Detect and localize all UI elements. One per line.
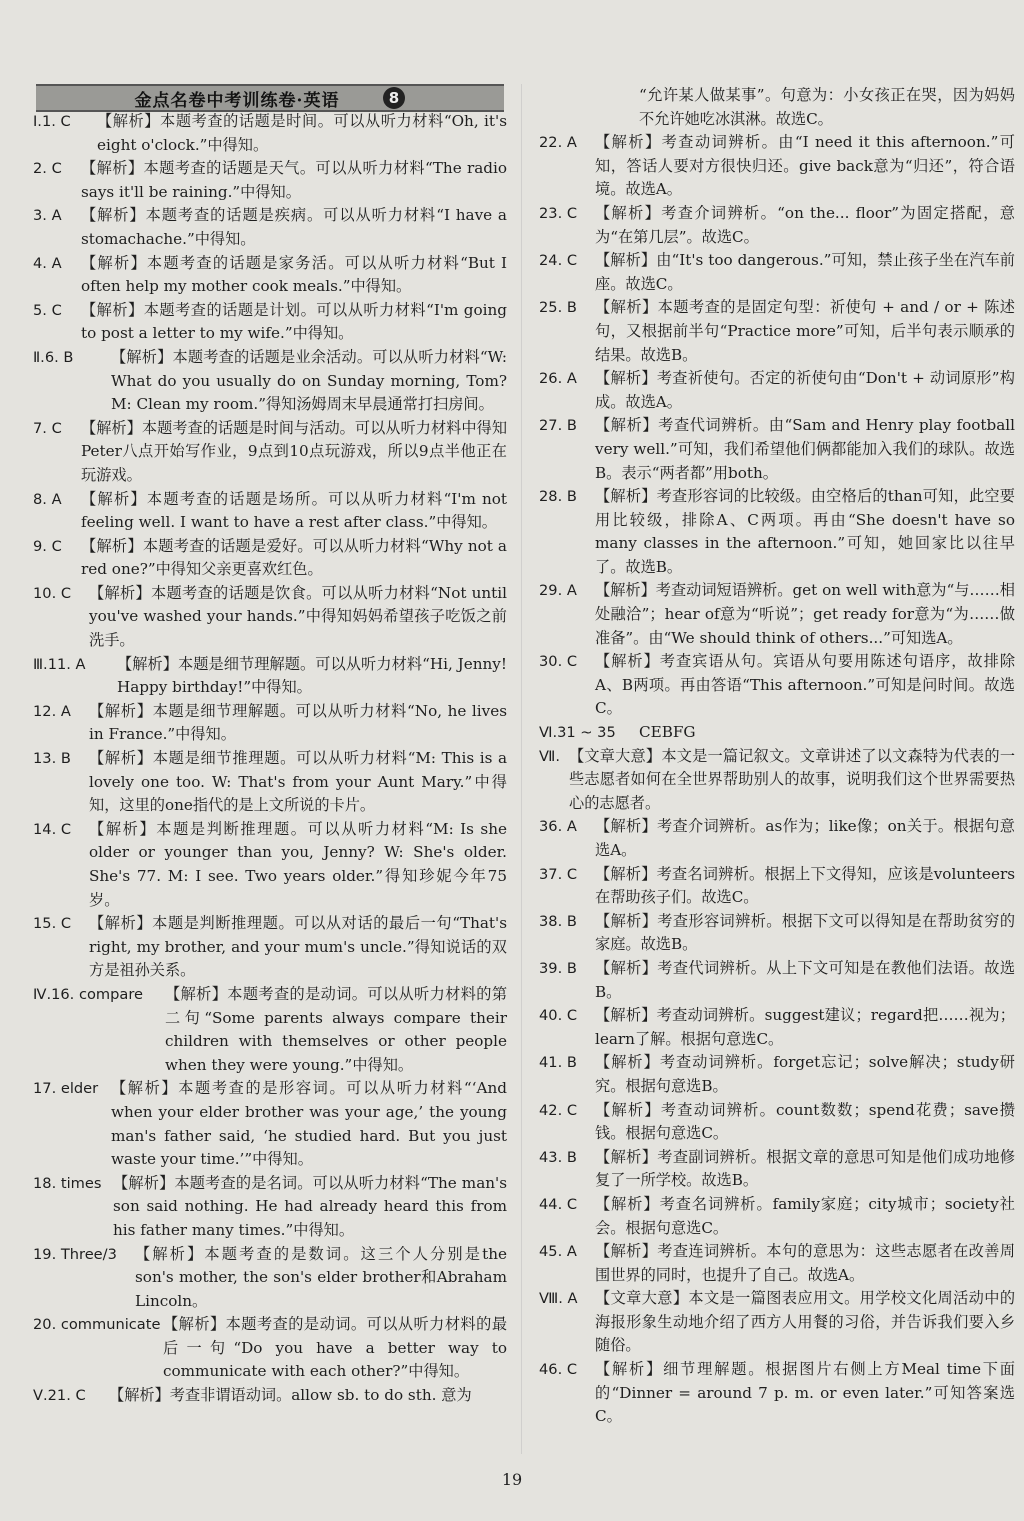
question-number: 44. C [539, 1195, 578, 1213]
question-number: 29. A [539, 582, 577, 600]
answer-entry [539, 721, 1015, 745]
explanation-text: 【解析】本题考查的话题是时间。可以从听力材料“Oh, it's eight o'clock.”中得知。 [97, 112, 507, 154]
question-number: 15. C [33, 915, 72, 933]
question-number: Ⅳ.16. compare [33, 985, 143, 1003]
column-divider [521, 84, 522, 1454]
answer-entry [33, 983, 507, 1077]
explanation-text: 【解析】本题是判断推理题。可以从听力材料“M: Is she older or younger than you, Jenny? W: She's older. She's 77. M: I see. Two years older.”得知珍妮今年75岁。 [89, 819, 507, 909]
page-number: 19 [501, 1470, 523, 1489]
left-column [33, 110, 507, 1408]
explanation-text: 【解析】本题考查的话题是饮食。可以从听力材料“Not until you've washed your hands.”中得知妈妈希望孩子吃饭之前洗手。 [89, 583, 507, 650]
explanation-text: 【解析】考查名词辨析。family家庭；city城市；society社会。根据句意选C。 [595, 1194, 1015, 1237]
question-number: 13. B [33, 750, 71, 768]
question-number: 19. Three/3 [33, 1245, 117, 1263]
explanation-text: 【解析】考查非谓语动词。allow sb. to do sth. 意为 [109, 1386, 472, 1405]
explanation-text: 【解析】考查名词辨析。根据上下文得知，应该是volunteers在帮助孩子们。故选C。 [595, 864, 1015, 907]
explanation-text: 【解析】考查形容词的比较级。由空格后的than可知，此空要用比较级，排除A、C两项。再由“She doesn't have so many classes in the afternoon.”可知，她回家比以往早了。故选B。 [595, 487, 1015, 576]
answer-entry [539, 1099, 1015, 1146]
question-number: 23. C [539, 204, 578, 222]
explanation-text: 【解析】考查动词短语辨析。get on well with意为“与……相处融洽”；hear of意为“听说”；get ready for意为“为……做准备”。由“We should think of others...”可知选A。 [595, 581, 1015, 647]
question-number: 37. C [539, 865, 578, 883]
explanation-text: 【解析】考查动词辨析。count数数；spend花费；save攒钱。根据句意选C。 [595, 1100, 1015, 1143]
explanation-text: 【解析】本题考查的话题是家务活。可以从听力材料“But I often help my mother cook meals.”中得知。 [81, 253, 507, 296]
answer-entry [539, 910, 1015, 957]
question-number: Ⅱ.6. B [33, 348, 74, 366]
question-number: Ⅰ.1. C [33, 113, 71, 130]
answer-entry [33, 653, 507, 700]
explanation-text: 【解析】考查动词辨析。forget忘记；solve解决；study研究。根据句意选B。 [595, 1053, 1015, 1095]
explanation-text: “允许某人做某事”。句意为：小女孩正在哭，因为妈妈不允许她吃冰淇淋。故选C。 [639, 86, 1015, 128]
answer-entry [539, 1240, 1015, 1287]
question-number: 14. C [33, 820, 72, 838]
answer-entry [539, 296, 1015, 367]
explanation-text: 【解析】本题是细节推理题。可以从听力材料“M: This is a lovely one too. W: That's from your Aunt Mary.”中得知，这里的one指代的是上文所说的卡片。 [89, 749, 507, 815]
answer-entry [33, 204, 507, 251]
explanation-text: 【解析】本题考查的是形容词。可以从听力材料“‘And when your elder brother was your age,’ the young man's father said, ‘he studied hard. But you just waste your time.’”中得知。 [111, 1079, 507, 1169]
answer-entry [33, 252, 507, 299]
answer-entry [33, 299, 507, 346]
question-number: 36. A [539, 818, 577, 836]
question-number: 25. B [539, 299, 577, 317]
explanation-text: 【解析】考查副词辨析。根据文章的意思可知是他们成功地修复了一所学校。故选B。 [595, 1147, 1015, 1190]
question-number: 30. C [539, 653, 578, 671]
explanation-text: 【解析】考查宾语从句。宾语从句要用陈述句语序，故排除A、B两项。再由答语“This afternoon.”可知是问时间。故选C。 [595, 652, 1015, 718]
explanation-text: 【解析】本题考查的是动词。可以从听力材料的第二句“Some parents always compare their children with themselves or other people when they were young.”中得知。 [165, 984, 507, 1074]
right-column [539, 84, 1015, 1429]
explanation-text: 【解析】本题考查的话题是业余活动。可以从听力材料“W: What do you usually do on Sunday morning, Tom? M: Clean my room.”得知汤姆周末早晨通常打扫房间。 [111, 347, 507, 414]
question-number: 10. C [33, 584, 72, 602]
explanation-text: 【解析】本题考查的话题是天气。可以从听力材料“The radio says it'll be raining.”中得知。 [81, 159, 507, 201]
answer-entry [33, 535, 507, 582]
answer-entry [33, 110, 507, 157]
explanation-text: 【文章大意】本文是一篇记叙文。文章讲述了以文森特为代表的一些志愿者如何在全世界帮助别人的故事，说明我们这个世界需要热心的志愿者。 [569, 746, 1015, 812]
question-number: Ⅵ.31 ~ 35 [539, 724, 616, 742]
question-number: 12. A [33, 702, 71, 720]
explanation-text: 【解析】考查介词辨析。as作为；like像；on关于。根据句意选A。 [595, 817, 1015, 859]
answer-entry [539, 650, 1015, 721]
answer-entry [33, 346, 507, 417]
answer-entry [539, 414, 1015, 485]
question-number: Ⅶ. [539, 747, 560, 765]
explanation-text: 【解析】考查形容词辨析。根据下文可以得知是在帮助贫穷的家庭。故选B。 [595, 911, 1015, 954]
answer-entry [539, 1146, 1015, 1193]
answer-entry [539, 1004, 1015, 1051]
answer-entry [539, 1193, 1015, 1240]
explanation-text: 【解析】考查动词辨析。由“I need it this afternoon.”可知，答话人要对方很快归还。give back意为“归还”，符合语境。故选A。 [595, 133, 1015, 199]
question-number: 45. A [539, 1243, 577, 1261]
answer-entry [33, 1077, 507, 1171]
question-number: 27. B [539, 417, 577, 435]
question-number: 40. C [539, 1007, 578, 1025]
explanation-text: 【文章大意】本文是一篇图表应用文。用学校文化周活动中的海报形象生动地介绍了西方人用餐的习俗，并告诉我们要入乡随俗。 [595, 1289, 1015, 1355]
answer-entry [33, 700, 507, 747]
question-number: 2. C [33, 160, 62, 178]
answer-entry [539, 1287, 1015, 1358]
question-number: 24. C [539, 252, 578, 270]
answer-entry [33, 417, 507, 488]
answer-entry [539, 131, 1015, 202]
answer-entry [33, 912, 507, 983]
question-number: Ⅷ. A [539, 1290, 578, 1308]
answer-entry [539, 1358, 1015, 1429]
answer-entry [539, 202, 1015, 249]
answer-entry [33, 582, 507, 653]
question-number: 43. B [539, 1148, 577, 1166]
question-number: 7. C [33, 419, 62, 437]
answer-entry [539, 1051, 1015, 1098]
explanation-text: 【解析】本题是细节理解题。可以从听力材料“No, he lives in France.”中得知。 [89, 701, 507, 744]
question-number: 4. A [33, 254, 62, 272]
question-number: 42. C [539, 1101, 578, 1119]
question-number: 3. A [33, 207, 62, 225]
test-number-badge: 8 [383, 87, 405, 109]
question-number: 5. C [33, 301, 62, 319]
answer-entry [539, 485, 1015, 579]
answer-entry [33, 1243, 507, 1314]
question-number: 39. B [539, 959, 577, 977]
question-number: 9. C [33, 537, 62, 555]
question-number: 8. A [33, 490, 62, 508]
answer-entry [539, 863, 1015, 910]
question-number: Ⅴ.21. C [33, 1387, 86, 1405]
explanation-text: 【解析】本题考查的话题是时间与活动。可以从听力材料中得知Peter八点开始写作业，9点到10点玩游戏，所以9点半他正在玩游戏。 [81, 418, 507, 484]
answer-entry [539, 957, 1015, 1004]
explanation-text: 【解析】本题考查的话题是计划。可以从听力材料“I'm going to post a letter to my wife.”中得知。 [81, 300, 507, 343]
explanation-text: 【解析】由“It's too dangerous.”可知，禁止孩子坐在汽车前座。故选C。 [595, 251, 1015, 293]
page-header [36, 84, 504, 112]
explanation-text: CEBFG [639, 723, 696, 742]
question-number: 41. B [539, 1054, 577, 1072]
answer-entry [539, 815, 1015, 862]
answer-entry [33, 488, 507, 535]
explanation-text: 【解析】考查介词辨析。“on the... floor”为固定搭配，意为“在第几层”。故选C。 [595, 203, 1015, 246]
explanation-text: 【解析】本题考查的是数词。这三个人分别是the son's mother, the son's elder brother和Abraham Lincoln。 [135, 1244, 507, 1310]
explanation-text: 【解析】考查代词辨析。由“Sam and Henry play football very well.”可知，我们希望他们俩都能加入我们的球队。故选B。表示“两者都”用both。 [595, 416, 1015, 482]
question-number: Ⅲ.11. A [33, 655, 86, 673]
answer-entry [539, 579, 1015, 650]
explanation-text: 【解析】本题考查的是名词。可以从听力材料“The man's son said nothing. He had already heard this from his father many times.”中得知。 [113, 1173, 507, 1239]
header-title: 金点名卷中考训练卷·英语 [134, 90, 340, 111]
explanation-text: 【解析】考查祈使句。否定的祈使句由“Don't + 动词原形”构成。故选A。 [595, 369, 1015, 411]
explanation-text: 【解析】考查代词辨析。从上下文可知是在教他们法语。故选B。 [595, 958, 1015, 1001]
question-number: 28. B [539, 488, 577, 506]
question-number: 18. times [33, 1174, 102, 1192]
answer-entry [33, 1384, 507, 1408]
explanation-text: 【解析】本题是判断推理题。可以从对话的最后一句“That's right, my brother, and your mum's uncle.”得知说话的双方是祖孙关系。 [89, 914, 507, 980]
explanation-text: 【解析】本题考查的话题是疾病。可以从听力材料“I have a stomachache.”中得知。 [81, 206, 507, 248]
question-number: 26. A [539, 370, 577, 388]
question-number [539, 84, 639, 131]
explanation-text: 【解析】本题考查的话题是场所。可以从听力材料“I'm not feeling well. I want to have a rest after class.”中得知。 [81, 489, 507, 532]
question-number: 22. A [539, 134, 577, 152]
explanation-text: 【解析】本题考查的是固定句型：祈使句 + and / or + 陈述句，又根据前半句“Practice more”可知，后半句表示顺承的结果。故选B。 [595, 298, 1015, 364]
explanation-text: 【解析】考查连词辨析。本句的意思为：这些志愿者在改善周围世界的同时，也提升了自己。故选A。 [595, 1242, 1015, 1284]
question-number: 46. C [539, 1361, 578, 1379]
question-number: 20. communicate [33, 1316, 161, 1334]
answer-entry [539, 84, 1015, 131]
answer-entry [539, 249, 1015, 296]
answer-entry [33, 1172, 507, 1243]
explanation-text: 【解析】本题考查的话题是爱好。可以从听力材料“Why not a red one?”中得知父亲更喜欢红色。 [81, 536, 507, 579]
answer-entry [539, 367, 1015, 414]
explanation-text: 【解析】本题是细节理解题。可以从听力材料“Hi, Jenny! Happy birthday!”中得知。 [117, 654, 507, 697]
question-number: 38. B [539, 912, 577, 930]
explanation-text: 【解析】本题考查的是动词。可以从听力材料的最后一句“Do you have a better way to communicate with each other?”中得知。 [163, 1315, 507, 1381]
answer-entry [33, 747, 507, 818]
question-number: 17. elder [33, 1080, 99, 1098]
answer-entry [33, 818, 507, 912]
answer-entry [33, 157, 507, 204]
answer-entry [33, 1313, 507, 1384]
answer-entry [539, 745, 1015, 816]
explanation-text: 【解析】细节理解题。根据图片右侧上方Meal time下面的“Dinner = around 7 p. m. or even later.”可知答案选C。 [595, 1360, 1015, 1426]
explanation-text: 【解析】考查动词辨析。suggest建议；regard把……视为；learn了解。根据句意选C。 [595, 1006, 1015, 1048]
